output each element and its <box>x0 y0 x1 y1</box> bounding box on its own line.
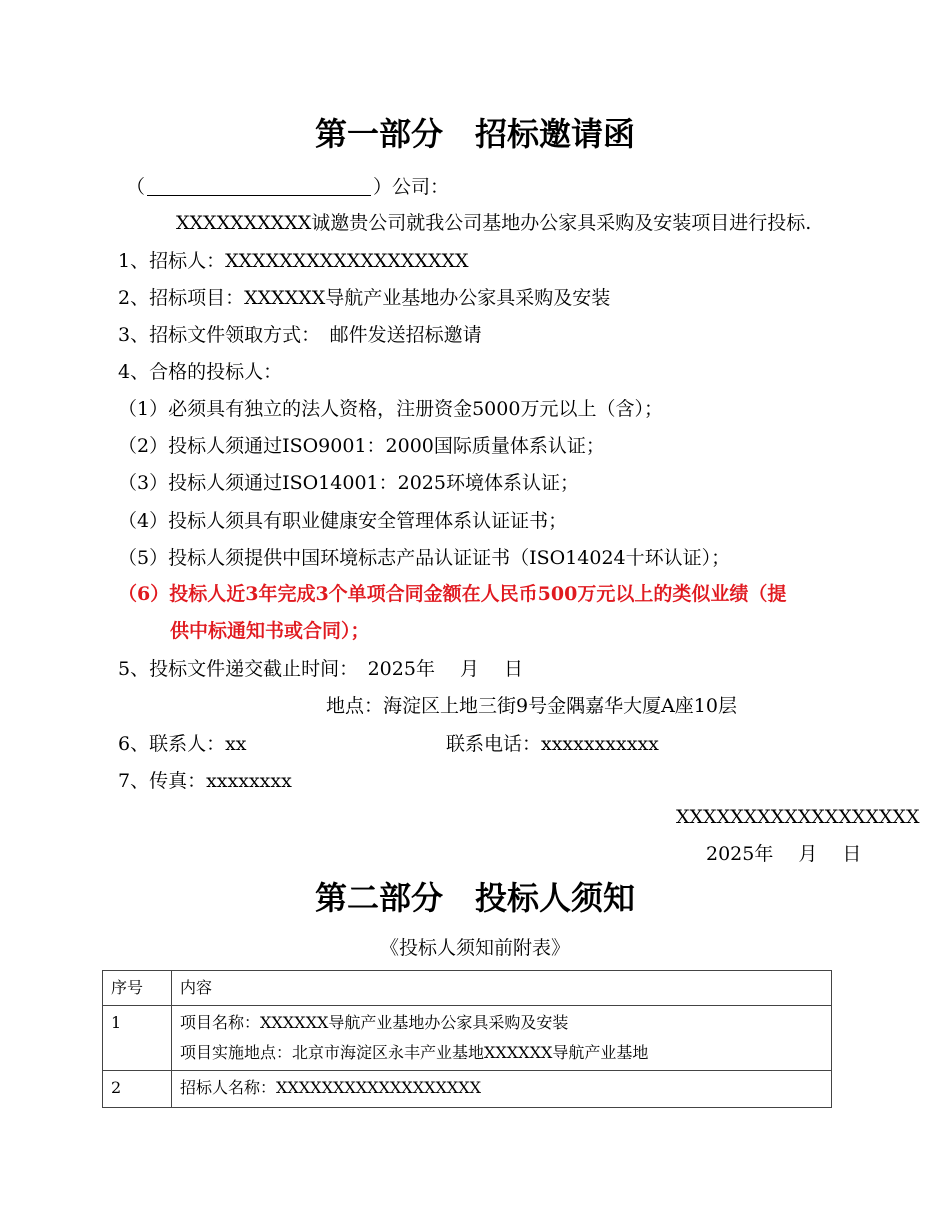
requirement-6-line1: （6）投标人近3年完成3个单项合同金额在人民币500万元以上的类似业绩（提 <box>118 583 787 605</box>
row-content <box>172 1006 832 1071</box>
salutation-open: （ <box>126 176 146 198</box>
requirement-2: （2）投标人须通过ISO9001：2000国际质量体系认证； <box>118 435 605 457</box>
item-doc-method: 3、招标文件领取方式： 邮件发送招标邀请 <box>118 324 482 346</box>
requirement-3: （3）投标人须通过ISO14001：2025环境体系认证； <box>118 472 579 494</box>
row-content <box>172 1071 832 1108</box>
salutation-close: ）公司： <box>373 176 450 198</box>
requirement-6-line2: 供中标通知书或合同）； <box>170 620 370 642</box>
table-caption: 《投标人须知前附表》 <box>379 937 570 959</box>
table-row <box>103 1006 832 1071</box>
requirement-4: （4）投标人须具有职业健康安全管理体系认证证书； <box>118 510 568 532</box>
item-project: 2、招标项目：XXXXXX导航产业基地办公家具采购及安装 <box>118 287 611 309</box>
part2-title: 第二部分 投标人须知 <box>314 879 635 917</box>
requirement-1: （1）必须具有独立的法人资格，注册资金5000万元以上（含）； <box>118 398 663 420</box>
signer: XXXXXXXXXXXXXXXXXX <box>676 806 920 828</box>
table-row <box>103 1071 832 1108</box>
header-no: 序号 <box>103 971 172 1006</box>
item-tenderer: 1、招标人：XXXXXXXXXXXXXXXXXX <box>118 250 469 272</box>
sign-date: 2025年 月 日 <box>706 843 862 865</box>
contact-person: 6、联系人：xx <box>118 733 247 755</box>
intro-text: XXXXXXXXXX诚邀贵公司就我公司基地办公家具采购及安装项目进行投标. <box>176 212 812 234</box>
part1-title: 第一部分 招标邀请函 <box>314 115 635 153</box>
deadline: 5、投标文件递交截止时间： 2025年 月 日 <box>118 658 524 680</box>
row-line: 招标人名称：XXXXXXXXXXXXXXXXXX <box>180 1078 482 1097</box>
fax: 7、传真：xxxxxxxx <box>118 770 292 792</box>
company-name-blank <box>147 175 371 196</box>
row-no: 1 <box>103 1006 172 1071</box>
requirement-5: （5）投标人须提供中国环境标志产品认证证书（ISO14024十环认证）； <box>118 547 731 569</box>
row-no: 2 <box>103 1071 172 1108</box>
row-line: 项目名称：XXXXXX导航产业基地办公家具采购及安装 <box>180 1013 569 1032</box>
salutation <box>126 174 449 200</box>
contact-phone: 联系电话：xxxxxxxxxxx <box>446 733 659 755</box>
table-header-row <box>103 971 832 1006</box>
front-table <box>102 970 832 1108</box>
location: 地点：海淀区上地三街9号金隅嘉华大厦A座10层 <box>326 695 737 717</box>
header-content: 内容 <box>172 971 832 1006</box>
item-qualified: 4、合格的投标人： <box>118 361 283 383</box>
row-line: 项目实施地点：北京市海淀区永丰产业基地XXXXXX导航产业基地 <box>180 1043 649 1062</box>
